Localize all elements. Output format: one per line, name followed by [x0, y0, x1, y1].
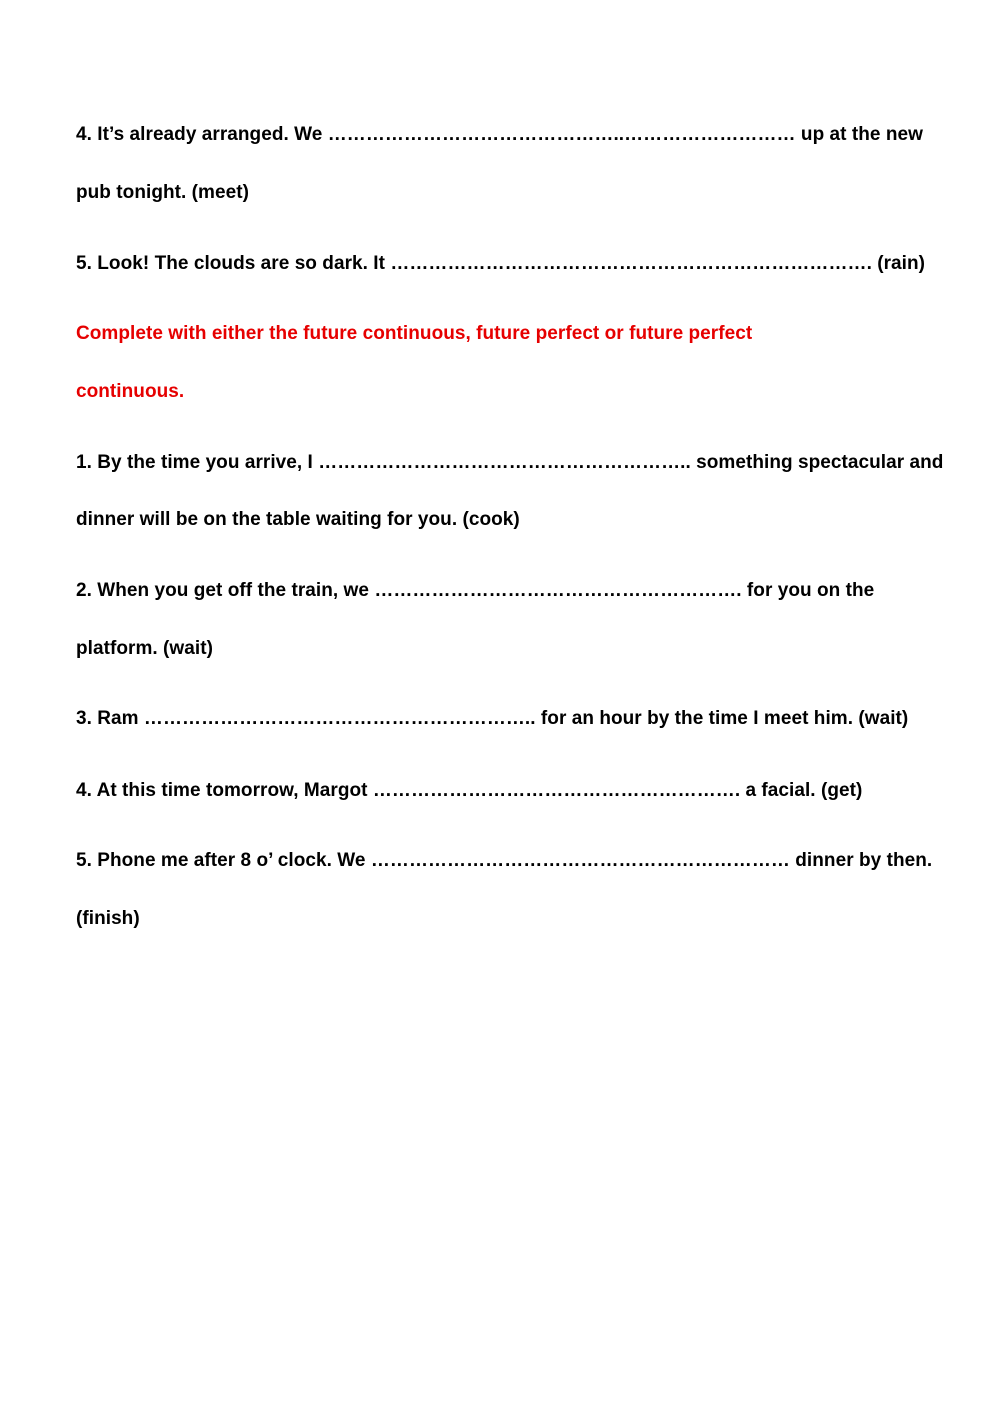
exercise-b-item-5-line-1: 5. Phone me after 8 o’ clock. We ………………………………………………………… dinner by then. [76, 850, 933, 871]
exercise-b-item-4-line-1: 4. At this time tomorrow, Margot …………………………………………………. a facial. (get) [76, 780, 863, 801]
exercise-a-item-4-line-2: pub tonight. (meet) [76, 182, 249, 203]
exercise-b-item-1-line-1: 1. By the time you arrive, I ………………………………………………….. something spectacular and [76, 452, 944, 473]
instruction-heading-line-1: Complete with either the future continuous, future perfect or future perfect [76, 323, 753, 344]
exercise-a-item-5-line-1: 5. Look! The clouds are so dark. It …………………………………………………………………. (rain) [76, 253, 926, 274]
exercise-a-item-4-line-1: 4. It’s already arranged. We ………………………………………..……………………… up at the new [76, 124, 923, 145]
instruction-heading-line-2: continuous. [76, 381, 185, 402]
exercise-b-item-5-line-2: (finish) [76, 908, 140, 929]
exercise-b-item-2-line-2: platform. (wait) [76, 638, 213, 659]
exercise-b-item-3-line-1: 3. Ram …………………………………………………….. for an hour by the time I meet him. (wait) [76, 708, 909, 729]
exercise-b-item-2-line-1: 2. When you get off the train, we …………………………………………………. for you on the [76, 580, 875, 601]
exercise-b-item-1-line-2: dinner will be on the table waiting for you. (cook) [76, 509, 520, 530]
